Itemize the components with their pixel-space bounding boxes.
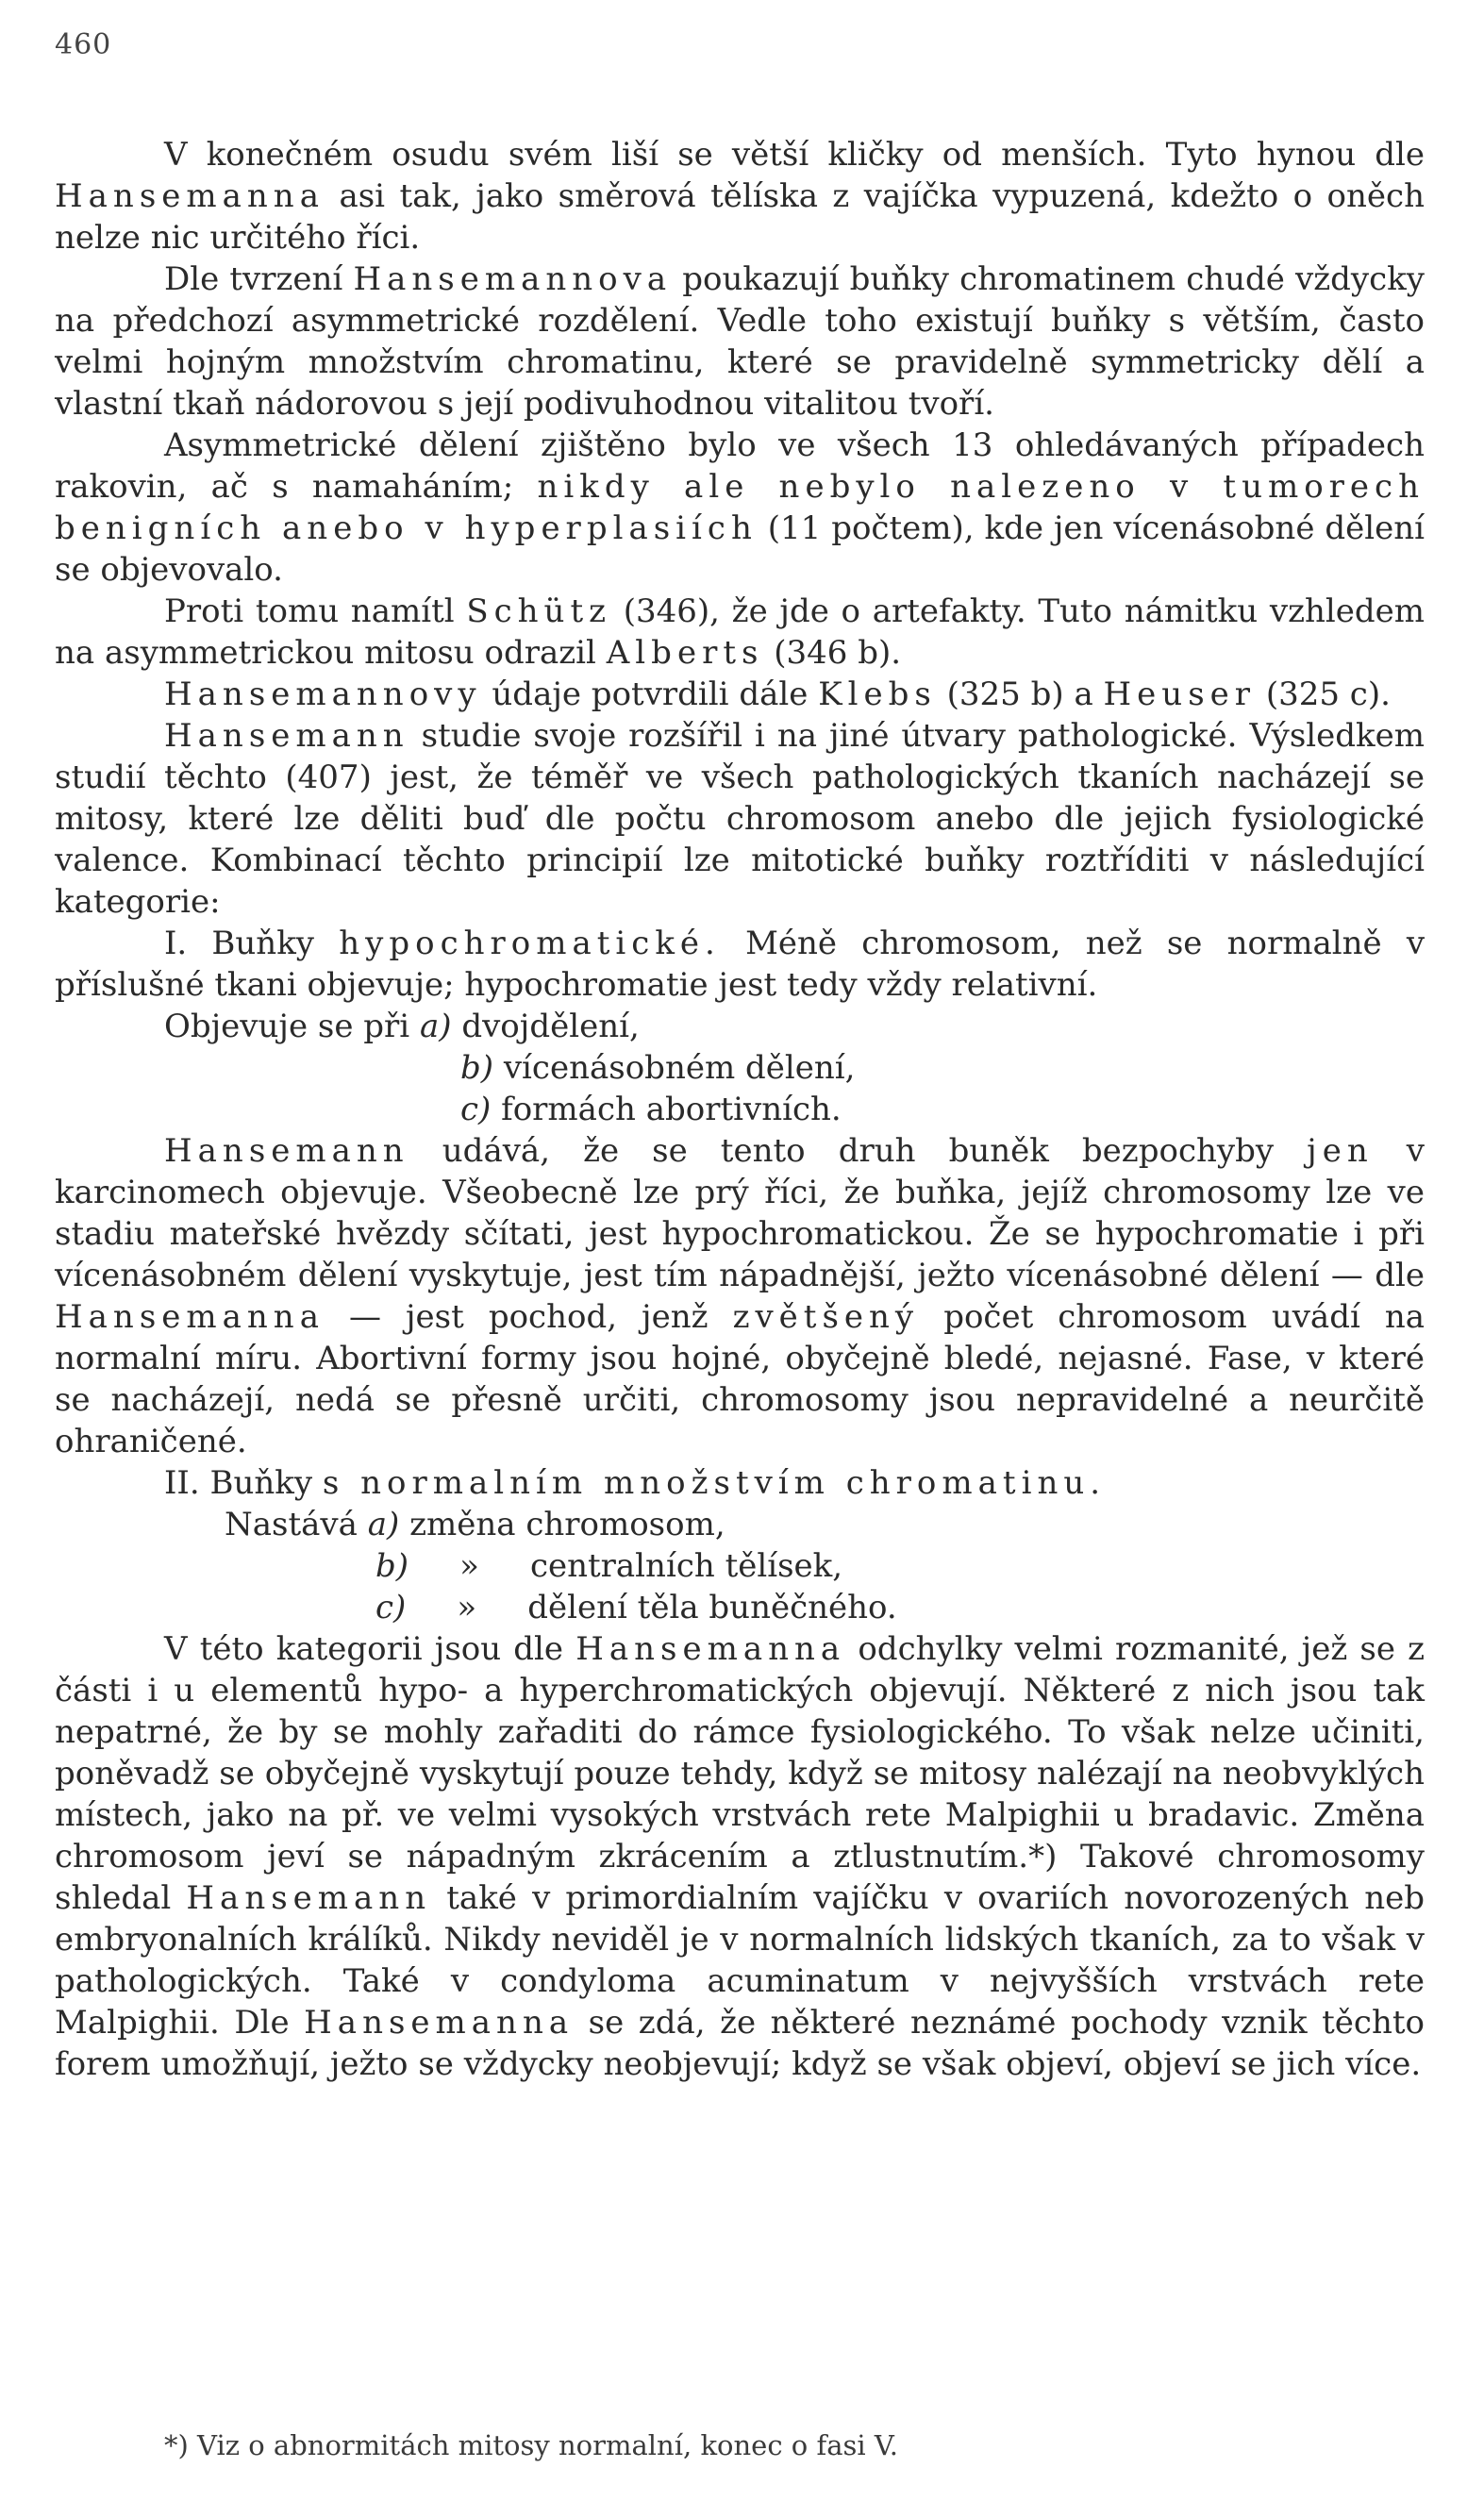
- emphasis-text: jen: [1307, 1132, 1374, 1170]
- text: Dle tvrzení: [164, 260, 343, 298]
- text: Objevuje se při: [164, 1008, 410, 1045]
- list-item: [55, 1587, 1425, 1628]
- footnote: *) Viz o abnormitách mitosy normalní, konec o fasi V.: [164, 2429, 898, 2461]
- list-marker: c): [460, 1091, 492, 1128]
- author-name: Hansemanna: [55, 1298, 325, 1336]
- paragraph-5: [55, 674, 1425, 715]
- text: dvojdělení,: [461, 1008, 640, 1045]
- text: Méně chromosom, než se normalně v příslušné tkani objevuje; hypochromatie jest tedy vždy relativní.: [55, 925, 1426, 1004]
- emphasis-text: hypochromatické.: [339, 925, 721, 962]
- text: (325 b) a: [946, 675, 1093, 713]
- paragraph-3: [55, 425, 1425, 591]
- author-name: Hansemann: [186, 1879, 432, 1917]
- text: Nastává: [225, 1506, 358, 1543]
- author-name: Klebs: [818, 675, 937, 713]
- paragraph-2: [55, 258, 1425, 425]
- text: studie svoje rozšířil i na jiné útvary pathologické. Výsledkem studií těchto (407) jest, že téměř ve všech pathologických tkaních nacházejí se mitosy, které lze děliti buď dle počtu chromosom anebo dle jejich fysiologické valence. Kombinací těchto principií lze mitotické buňky roztříditi v následující kategorie:: [55, 717, 1425, 921]
- text: také v primordialním vajíčku v ovariích novorozených neb embryonalních králíků. Nikdy neviděl je v normalních lidských tkaních, za to však v pathologických. Také v condyloma acuminatum v nejvyšších vrstvách rete Malpighii. Dle: [55, 1879, 1425, 2042]
- list-item: [55, 1545, 1425, 1587]
- text: II. Buňky: [164, 1464, 313, 1502]
- list-marker: a): [367, 1506, 400, 1543]
- list-item: [55, 1504, 1425, 1545]
- list-item: [55, 1047, 1425, 1089]
- list-marker: c): [375, 1589, 407, 1626]
- author-name: Alberts: [606, 634, 764, 672]
- ditto-mark: »: [459, 1547, 479, 1585]
- list-marker: b): [460, 1049, 494, 1087]
- author-name: Hansemanna: [575, 1630, 846, 1668]
- text: změna chromosom,: [409, 1506, 725, 1543]
- text: udává, že se tento druh buněk bezpochyby: [442, 1132, 1275, 1170]
- text: Proti tomu namítl: [164, 592, 455, 630]
- text: vícenásobném dělení,: [503, 1049, 856, 1087]
- paragraph-6: [55, 715, 1425, 923]
- text: dělení těla buněčného.: [527, 1589, 897, 1626]
- author-name: Schütz: [466, 592, 612, 630]
- text: I. Buňky: [164, 925, 315, 962]
- author-name: Heuser: [1103, 675, 1257, 713]
- text: odchylky velmi rozmanité, jež se z části i u elementů hypo- a hyperchromatických objevují. Některé z nich jsou tak nepatrné, že by se mohly zařaditi do rámce fysiologického. To však nelze učiniti, poněvadž se obyčejně vyskytují pouze tehdy, když se mitosy nalézají na neobvyklých místech, jako na př. ve velmi vysokých vrstvách rete Malpighii u bradavic. Změna chromosom jeví se nápadným zkrácením a ztlustnutím.*) Takové chromosomy shledal: [55, 1630, 1426, 1917]
- author-name: Hansemannovy: [164, 675, 482, 713]
- text: V této kategorii jsou dle: [164, 1630, 564, 1668]
- text: údaje potvrdili dále: [492, 675, 809, 713]
- text: V konečném osudu svém liší se větší kličky od menších. Tyto hynou dle: [164, 136, 1425, 174]
- author-name: Hansemanna: [304, 2004, 575, 2042]
- text: v karcinomech objevuje. Všeobecně lze prý říci, že buňka, jejíž chromosomy lze ve stadiu mateřské hvězdy sčítati, jest hypochromatickou. Že se hypochromatie i při vícenásobném dělení vyskytuje, jest tím nápadnější, ježto vícenásobné dělení — dle: [55, 1132, 1426, 1294]
- text: počet chromosom uvádí na normalní míru. Abortivní formy jsou hojné, obyčejně bledé, nejasné. Fase, v které se nacházejí, nedá se přesně určiti, chromosomy jsou nepravidelné a neurčitě ohraničené.: [55, 1298, 1426, 1460]
- text: asi tak, jako směrová tělíska z vajíčka vypuzená, kdežto o oněch nelze nic určitého říci.: [55, 177, 1425, 257]
- author-name: Hansemann: [164, 717, 409, 755]
- text: se zdá, že některé neznámé pochody vznik těchto forem umožňují, ježto se vždycky neobjevují; když se však objeví, objeví se jich více.: [55, 2004, 1425, 2083]
- text: (346 b).: [774, 634, 902, 672]
- emphasis-text: zvětšený: [732, 1298, 920, 1336]
- body-text: [55, 134, 1425, 2085]
- author-name: Hansemann: [164, 1132, 409, 1170]
- text: poukazují buňky chromatinem chudé vždycky na předchozí asymmetrické rozdělení. Vedle toho existují buňky s větším, často velmi hojným množstvím chromatinu, které se pravidelně symmetricky dělí a vlastní tkaň nádorovou s její podivuhodnou vitalitou tvoří.: [55, 260, 1425, 423]
- emphasis-text: nikdy ale nebylo nalezeno v tumorech benigních anebo v hyperplasiích: [55, 468, 1425, 547]
- paragraph-9: [55, 1462, 1425, 1504]
- emphasis-text: s normalním množstvím chromatinu.: [322, 1464, 1107, 1502]
- text: (325 c).: [1265, 675, 1391, 713]
- page-number: 460: [55, 28, 112, 61]
- paragraph-4: [55, 591, 1425, 674]
- paragraph-1: [55, 134, 1425, 258]
- text: — jest pochod, jenž: [349, 1298, 709, 1336]
- text: centralních tělísek,: [529, 1547, 843, 1585]
- author-name: Hansemanna: [55, 177, 325, 215]
- list-item: [55, 1006, 1425, 1047]
- paragraph-7: [55, 923, 1425, 1006]
- list-marker: b): [375, 1547, 409, 1585]
- list-marker: a): [419, 1008, 452, 1045]
- paragraph-10: [55, 1628, 1425, 2085]
- paragraph-8: [55, 1130, 1425, 1462]
- text: Asymmetrické dělení zjištěno bylo ve všech 13 ohledávaných případech rakovin, ač s namaháním;: [55, 426, 1425, 506]
- text: (11 počtem), kde jen vícenásobné dělení se objevovalo.: [55, 509, 1425, 589]
- ditto-mark: »: [457, 1589, 477, 1626]
- text: formách abortivních.: [501, 1091, 842, 1128]
- author-name: Hansemannova: [353, 260, 673, 298]
- list-item: [55, 1089, 1425, 1130]
- text: (346), že jde o artefakty. Tuto námitku vzhledem na asymmetrickou mitosu odrazil: [55, 592, 1426, 672]
